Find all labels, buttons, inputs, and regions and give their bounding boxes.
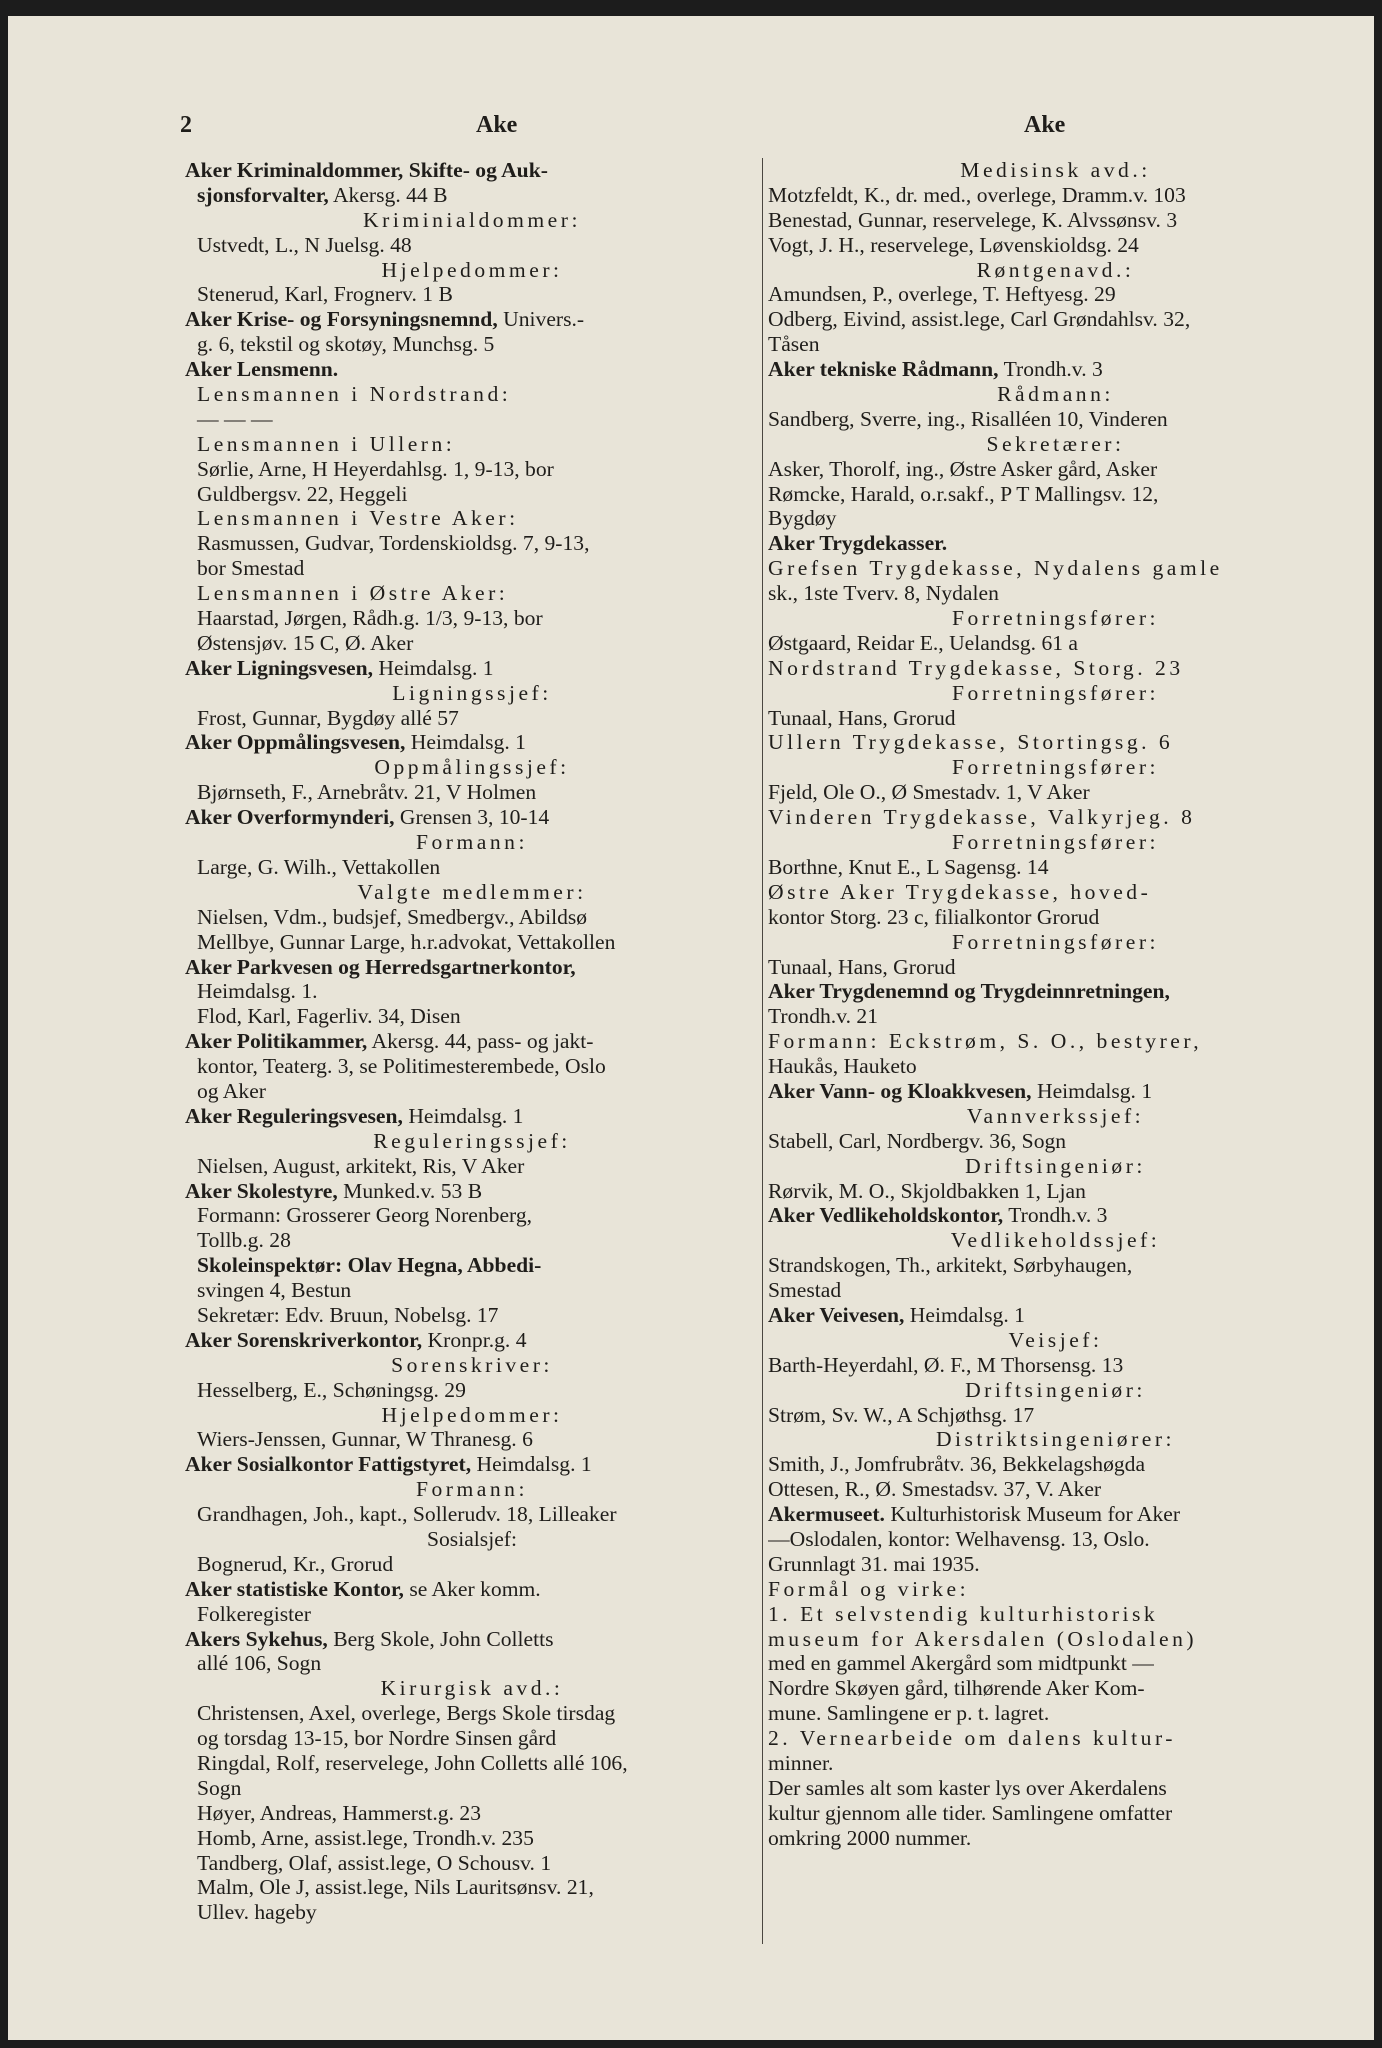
page-number: 2 xyxy=(180,112,192,138)
directory-line: Aker Politikammer, Akersg. 44, pass- og jakt- xyxy=(185,1029,594,1054)
directory-line: Formann: Grosserer Georg Norenberg, xyxy=(197,1203,533,1228)
directory-line: Hjelpedommer: xyxy=(381,257,563,282)
directory-line: Ullev. hageby xyxy=(197,1900,317,1925)
directory-line: Motzfeldt, K., dr. med., overlege, Dramm.v. 103 xyxy=(768,182,1186,207)
directory-line: med en gammel Akergård som midtpunkt — xyxy=(768,1651,1154,1676)
directory-line: Østgaard, Reidar E., Uelandsg. 61 a xyxy=(768,630,1079,655)
directory-line: Skoleinspektør: Olav Hegna, Abbedi- xyxy=(197,1253,542,1278)
directory-line: Strandskogen, Th., arkitekt, Sørbyhaugen, xyxy=(768,1253,1133,1278)
directory-line: Akers Sykehus, Berg Skole, John Colletts xyxy=(185,1626,554,1651)
directory-line: Homb, Arne, assist.lege, Trondh.v. 235 xyxy=(197,1825,534,1850)
directory-line: Sekretærer: xyxy=(986,431,1125,456)
directory-line: g. 6, tekstil og skotøy, Munchsg. 5 xyxy=(197,332,495,357)
directory-line: Aker Ligningsvesen, Heimdalsg. 1 xyxy=(185,655,494,680)
directory-line: Haarstad, Jørgen, Rådh.g. 1/3, 9-13, bor xyxy=(197,606,543,631)
directory-line: Wiers-Jenssen, Gunnar, W Thranesg. 6 xyxy=(197,1427,533,1452)
directory-line: Heimdalsg. 1. xyxy=(197,979,318,1004)
directory-line: Guldbergsv. 22, Heggeli xyxy=(197,481,408,506)
directory-line: Hesselberg, E., Schøningsg. 29 xyxy=(197,1377,466,1402)
directory-line: Aker Trygdenemnd og Trygdeinnretningen, xyxy=(768,979,1170,1004)
directory-line: Aker Sorenskriverkontor, Kronpr.g. 4 xyxy=(185,1327,527,1352)
directory-line: sjonsforvalter, Akersg. 44 B xyxy=(197,182,448,207)
directory-line: allé 106, Sogn xyxy=(197,1651,322,1676)
directory-line: kontor, Teaterg. 3, se Politimesterembede, Oslo xyxy=(197,1054,606,1079)
directory-line: Østre Aker Trygdekasse, hoved- xyxy=(768,879,1152,904)
directory-line: Aker Reguleringsvesen, Heimdalsg. 1 xyxy=(185,1103,524,1128)
directory-line: Tandberg, Olaf, assist.lege, O Schousv. 1 xyxy=(197,1850,552,1875)
column-divider xyxy=(762,158,763,1944)
directory-line: Flod, Karl, Fagerliv. 34, Disen xyxy=(197,1004,461,1029)
directory-line: Lensmannen i Ullern: xyxy=(197,431,456,456)
directory-line: Aker Kriminaldommer, Skifte- og Auk- xyxy=(185,158,548,182)
directory-line: Haukås, Hauketo xyxy=(768,1054,917,1079)
directory-line: Forretningsfører: xyxy=(951,680,1160,705)
directory-line: Nordstrand Trygdekasse, Storg. 23 xyxy=(768,655,1184,680)
directory-line: Aker tekniske Rådmann, Trondh.v. 3 xyxy=(768,357,1103,382)
directory-line: Smith, J., Jomfrubråtv. 36, Bekkelagshøgda xyxy=(768,1452,1146,1477)
directory-line: Lensmannen i Østre Aker: xyxy=(197,581,509,606)
directory-line: Sosialsjef: xyxy=(427,1526,517,1551)
directory-line: Trondh.v. 21 xyxy=(768,1004,878,1029)
directory-line: Borthne, Knut E., L Sagensg. 14 xyxy=(768,854,1049,879)
directory-line: kontor Storg. 23 c, filialkontor Grorud xyxy=(768,904,1100,929)
directory-line: Aker Lensmenn. xyxy=(185,357,339,382)
directory-line: bor Smestad xyxy=(197,556,305,581)
directory-line: Frost, Gunnar, Bygdøy allé 57 xyxy=(197,705,459,730)
directory-line: Sandberg, Sverre, ing., Risalléen 10, Vinderen xyxy=(768,406,1168,431)
directory-line: Akermuseet. Kulturhistorisk Museum for Aker xyxy=(768,1502,1181,1527)
directory-line: Nordre Skøyen gård, tilhørende Aker Kom- xyxy=(768,1676,1145,1701)
directory-line: 1. Et selvstendig kulturhistorisk xyxy=(768,1601,1159,1626)
directory-line: Grefsen Trygdekasse, Nydalens gamle xyxy=(768,556,1223,581)
directory-line: Vinderen Trygdekasse, Valkyrjeg. 8 xyxy=(768,805,1196,830)
right-column xyxy=(768,158,1343,1851)
directory-line: Tåsen xyxy=(768,332,820,357)
directory-line: Formann: xyxy=(416,830,528,855)
directory-line: Veisjef: xyxy=(1008,1327,1103,1352)
directory-line: Barth-Heyerdahl, Ø. F., M Thorsensg. 13 xyxy=(768,1352,1124,1377)
directory-line: omkring 2000 nummer. xyxy=(768,1825,972,1850)
directory-line: Odberg, Eivind, assist.lege, Carl Grøndahlsv. 32, xyxy=(768,307,1191,332)
directory-line: Reguleringssjef: xyxy=(373,1128,571,1153)
directory-line: 2. Vernearbeide om dalens kultur- xyxy=(768,1726,1176,1751)
directory-line: Tunaal, Hans, Grorud xyxy=(768,705,956,730)
directory-line: Formann: xyxy=(416,1477,528,1502)
directory-line: Aker Oppmålingsvesen, Heimdalsg. 1 xyxy=(185,730,526,755)
directory-line: Grunnlagt 31. mai 1935. xyxy=(768,1551,980,1576)
directory-line: Der samles alt som kaster lys over Akerdalens xyxy=(768,1775,1167,1800)
directory-line: Aker Skolestyre, Munked.v. 53 B xyxy=(185,1178,483,1203)
directory-line: Ottesen, R., Ø. Smestadsv. 37, V. Aker xyxy=(768,1477,1102,1502)
directory-line: Christensen, Axel, overlege, Bergs Skole tirsdag xyxy=(197,1701,616,1726)
directory-line: Forretningsfører: xyxy=(951,830,1160,855)
directory-line: —Oslodalen, kontor: Welhavensg. 13, Oslo. xyxy=(768,1526,1150,1551)
directory-line: Lensmannen i Vestre Aker: xyxy=(197,506,519,531)
directory-line: Sørlie, Arne, H Heyerdahlsg. 1, 9-13, bor xyxy=(197,456,554,481)
directory-line: Grandhagen, Joh., kapt., Sollerudv. 18, Lilleaker xyxy=(197,1502,617,1527)
directory-line: Høyer, Andreas, Hammerst.g. 23 xyxy=(197,1800,481,1825)
directory-line: Malm, Ole J, assist.lege, Nils Lauritsønsv. 21, xyxy=(197,1875,594,1900)
directory-line: Kirurgisk avd.: xyxy=(380,1676,564,1701)
directory-line: Aker Trygdekasser. xyxy=(768,531,948,556)
directory-line: Hjelpedommer: xyxy=(381,1402,563,1427)
directory-line: Tollb.g. 28 xyxy=(197,1228,291,1253)
directory-line: Østensjøv. 15 C, Ø. Aker xyxy=(197,630,414,655)
directory-line: kultur gjennom alle tider. Samlingene omfatter xyxy=(768,1800,1173,1825)
left-column xyxy=(185,158,759,1925)
directory-line: Folkeregister xyxy=(197,1601,311,1626)
directory-line: og torsdag 13-15, bor Nordre Sinsen gård xyxy=(197,1726,557,1751)
directory-line: Ullern Trygdekasse, Stortingsg. 6 xyxy=(768,730,1174,755)
directory-line: Fjeld, Ole O., Ø Smestadv. 1, V Aker xyxy=(768,780,1090,805)
page-header xyxy=(8,112,1374,146)
directory-line: Distriktsingeniører: xyxy=(935,1427,1176,1452)
directory-line: Stenerud, Karl, Frognerv. 1 B xyxy=(197,282,453,307)
directory-line: Vogt, J. H., reservelege, Løvenskioldsg. 24 xyxy=(768,232,1139,257)
directory-line: Rasmussen, Gudvar, Tordenskioldsg. 7, 9-13, xyxy=(197,531,590,556)
directory-line: Smestad xyxy=(768,1278,842,1303)
directory-line: Vannverkssjef: xyxy=(966,1103,1145,1128)
directory-line: Nielsen, Vdm., budsjef, Smedbergv., Abildsø xyxy=(197,904,588,929)
directory-line: Aker Sosialkontor Fattigstyret, Heimdalsg. 1 xyxy=(185,1452,592,1477)
directory-line: Valgte medlemmer: xyxy=(357,879,587,904)
directory-line: Rørvik, M. O., Skjoldbakken 1, Ljan xyxy=(768,1178,1086,1203)
directory-line: og Aker xyxy=(197,1078,266,1103)
directory-page xyxy=(8,16,1374,2040)
directory-line: Medisinsk avd.: xyxy=(960,158,1151,182)
directory-line: Sorenskriver: xyxy=(391,1352,553,1377)
directory-line: Ustvedt, L., N Juelsg. 48 xyxy=(197,232,412,257)
directory-line: Aker Krise- og Forsyningsnemnd, Univers.- xyxy=(185,307,585,332)
directory-line: Stabell, Carl, Nordbergv. 36, Sogn xyxy=(768,1128,1067,1153)
directory-line: Ringdal, Rolf, reservelege, John Colletts allé 106, xyxy=(197,1751,628,1775)
directory-line: Formål og virke: xyxy=(768,1576,970,1601)
directory-line: Rømcke, Harald, o.r.sakf., P T Mallingsv. 12, xyxy=(768,481,1159,506)
directory-line: Aker Vedlikeholdskontor, Trondh.v. 3 xyxy=(768,1203,1108,1228)
directory-line: museum for Akersdalen (Oslodalen) xyxy=(768,1626,1198,1651)
directory-line: Forretningsfører: xyxy=(951,929,1160,954)
directory-line: Forretningsfører: xyxy=(951,606,1160,631)
directory-line: — — — xyxy=(197,406,273,431)
directory-line: Forretningsfører: xyxy=(951,755,1160,780)
directory-line: Large, G. Wilh., Vettakollen xyxy=(197,854,441,879)
right-running-head: Ake xyxy=(1024,112,1066,138)
directory-line: Strøm, Sv. W., A Schjøthsg. 17 xyxy=(768,1402,1035,1427)
directory-line: Sekretær: Edv. Bruun, Nobelsg. 17 xyxy=(197,1302,499,1327)
directory-line: Asker, Thorolf, ing., Østre Asker gård, Asker xyxy=(768,456,1158,481)
directory-line: svingen 4, Bestun xyxy=(197,1278,352,1303)
directory-line: Driftsingeniør: xyxy=(965,1153,1146,1178)
directory-line: Formann: Eckstrøm, S. O., bestyrer, xyxy=(768,1029,1203,1054)
directory-line: Aker Parkvesen og Herredsgartnerkontor, xyxy=(185,954,576,979)
left-running-head: Ake xyxy=(476,112,518,138)
directory-line: Aker Vann- og Kloakkvesen, Heimdalsg. 1 xyxy=(768,1078,1153,1103)
directory-line: Bygdøy xyxy=(768,506,837,531)
directory-line: Ligningssjef: xyxy=(392,680,552,705)
directory-line: Amundsen, P., overlege, T. Heftyesg. 29 xyxy=(768,282,1116,307)
directory-line: Tunaal, Hans, Grorud xyxy=(768,954,956,979)
directory-line: Benestad, Gunnar, reservelege, K. Alvssønsv. 3 xyxy=(768,207,1178,232)
directory-line: Nielsen, August, arkitekt, Ris, V Aker xyxy=(197,1153,525,1178)
directory-line: minner. xyxy=(768,1751,834,1775)
directory-line: Bjørnseth, F., Arnebråtv. 21, V Holmen xyxy=(197,780,537,805)
directory-line: Vedlikeholdssjef: xyxy=(950,1228,1161,1253)
directory-line: Aker statistiske Kontor, se Aker komm. xyxy=(185,1576,541,1601)
directory-line: Aker Overformynderi, Grensen 3, 10-14 xyxy=(185,805,550,830)
directory-line: sk., 1ste Tverv. 8, Nydalen xyxy=(768,581,999,606)
directory-line: Rådmann: xyxy=(997,382,1114,407)
directory-line: mune. Samlingene er p. t. lagret. xyxy=(768,1701,1050,1726)
directory-line: Mellbye, Gunnar Large, h.r.advokat, Vettakollen xyxy=(197,929,616,954)
directory-line: Lensmannen i Nordstrand: xyxy=(197,382,512,407)
directory-line: Oppmålingssjef: xyxy=(374,755,570,780)
directory-line: Driftsingeniør: xyxy=(965,1377,1146,1402)
directory-line: Sogn xyxy=(197,1775,242,1800)
directory-line: Kriminialdommer: xyxy=(363,207,581,232)
directory-line: Aker Veivesen, Heimdalsg. 1 xyxy=(768,1302,1025,1327)
directory-line: Bognerud, Kr., Grorud xyxy=(197,1551,394,1576)
directory-line: Røntgenavd.: xyxy=(976,257,1135,282)
